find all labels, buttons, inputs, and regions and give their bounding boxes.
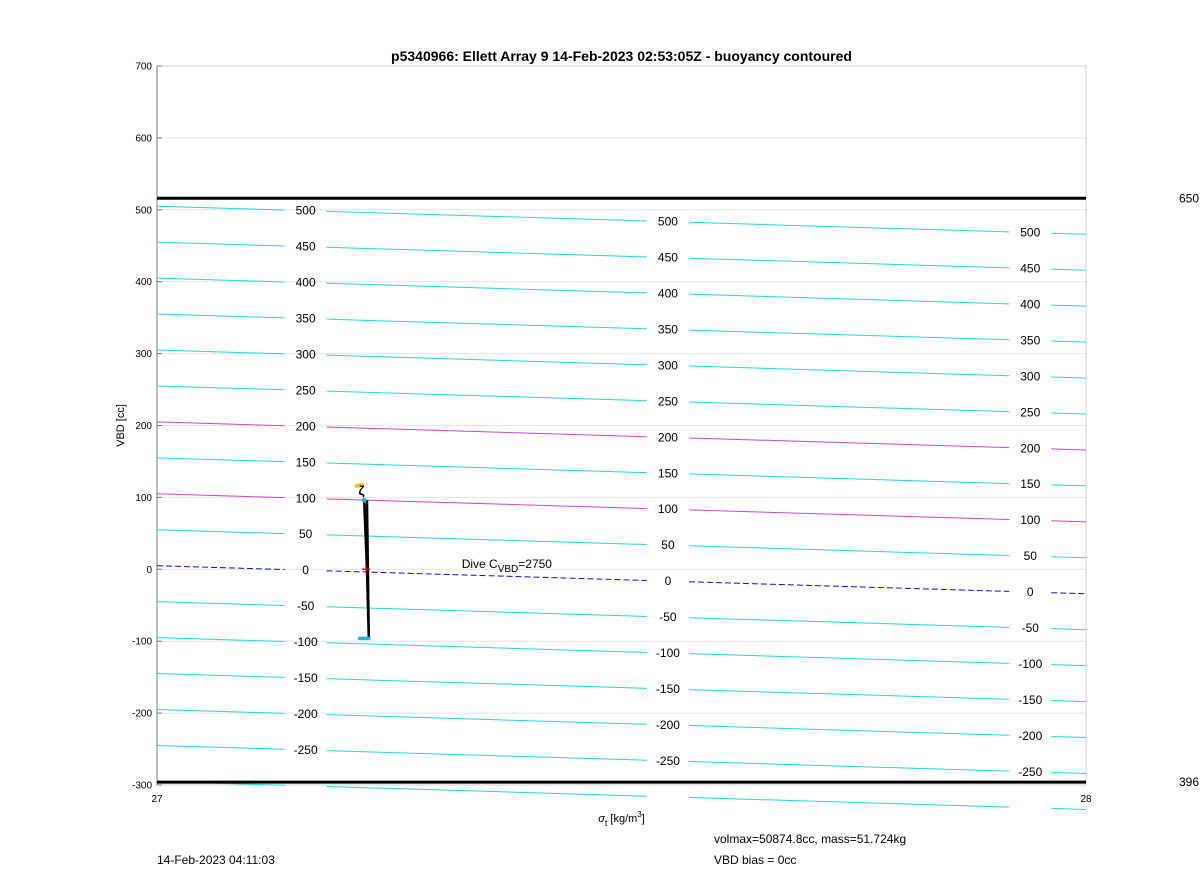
plot-timestamp: 14-Feb-2023 04:11:03 (157, 853, 275, 867)
contour-label: -50 (659, 610, 677, 625)
contour-label: 500 (1020, 225, 1041, 240)
contour-label: -150 (655, 681, 680, 696)
y-tick-label: 300 (135, 349, 152, 361)
contour-label: 150 (1020, 477, 1041, 492)
y-tick-label: 100 (135, 492, 152, 504)
y-axis-label: VBD [cc] (115, 404, 127, 447)
contour-label: 150 (657, 466, 678, 481)
contour-label: -250 (1018, 764, 1043, 779)
contour-label: 450 (1020, 261, 1041, 276)
contour-label: -100 (293, 635, 318, 650)
y-tick-label: 0 (146, 564, 152, 576)
contour-label: 250 (657, 394, 678, 409)
contour-label: 350 (657, 322, 678, 337)
contour-label: 500 (295, 203, 316, 218)
contour-label: 300 (1020, 369, 1041, 384)
contour-label: 450 (657, 250, 678, 265)
limit-label-max: 650 (1178, 191, 1199, 206)
y-tick-label: -200 (131, 708, 152, 720)
dive-top-glyph: ζ (358, 482, 365, 498)
contour-label: -150 (293, 671, 318, 686)
chart-title: p5340966: Ellett Array 9 14-Feb-2023 02:53:05Z - buoyancy contoured (391, 48, 852, 64)
dive-top-point (362, 498, 367, 503)
contour-line (689, 797, 1009, 807)
contour-label: 450 (295, 239, 316, 254)
contour-level (157, 781, 1086, 809)
contour-label: -250 (293, 742, 318, 757)
x-axis-label: $\sigma_t$ $[kg/m^3]$ (598, 810, 645, 828)
contour-line (327, 787, 647, 797)
y-tick-label: -100 (131, 636, 152, 648)
y-tick-label: -300 (131, 780, 152, 792)
contour-label: 300 (657, 358, 678, 373)
contour-label: 500 (657, 214, 678, 229)
contour-label: 50 (298, 527, 313, 542)
contour-label: 350 (1020, 333, 1041, 348)
contour-label: 150 (295, 455, 316, 470)
y-tick-label: 700 (135, 61, 152, 73)
y-tick-label: 600 (135, 133, 152, 145)
y-tick-label: 200 (135, 421, 152, 432)
contour-label: -200 (1018, 728, 1043, 743)
contour-label: -250 (655, 753, 680, 768)
contour-label: -100 (655, 646, 680, 661)
contour-label: 400 (657, 286, 678, 301)
contour-line (1051, 808, 1086, 809)
dive-cvbd-annotation: Dive $C_{VBD}=2750$ (461, 556, 552, 575)
contour-label: 0 (1026, 585, 1034, 600)
contour-label: 0 (302, 563, 309, 578)
contour-label: 100 (295, 491, 316, 506)
volmax-mass-text: volmax=50874.8cc, mass=51.724kg (714, 832, 907, 846)
contour-label: 100 (1020, 513, 1041, 528)
y-tick-label: 400 (135, 277, 152, 289)
limit-label-min: 396 (1178, 775, 1199, 790)
contour-label: 200 (295, 419, 316, 434)
contour-label: 200 (1020, 441, 1041, 456)
contour-label: -200 (293, 706, 318, 721)
contour-label: 200 (657, 430, 678, 445)
contour-label: -50 (296, 599, 315, 614)
contour-label: -200 (655, 717, 680, 732)
contour-label: 400 (1020, 297, 1041, 312)
contour-label: -150 (1018, 692, 1043, 707)
contour-label: -100 (1018, 656, 1043, 671)
contour-label: -50 (1021, 621, 1039, 636)
contour-label: 100 (657, 502, 678, 517)
contour-label: 50 (661, 538, 675, 553)
x-tick-label: 28 (1080, 794, 1092, 805)
contour-label: 400 (295, 275, 316, 290)
contour-label: 0 (664, 574, 672, 589)
contour-label: 350 (295, 311, 316, 326)
contour-label: 50 (1023, 549, 1037, 564)
contour-label: 250 (295, 383, 316, 398)
contour-label: 300 (295, 347, 316, 362)
contour-label: 250 (1020, 405, 1041, 420)
vbd-bias-text: VBD bias = 0cc (714, 853, 797, 867)
x-tick-label: 27 (151, 794, 163, 805)
y-tick-label: 500 (135, 205, 152, 217)
